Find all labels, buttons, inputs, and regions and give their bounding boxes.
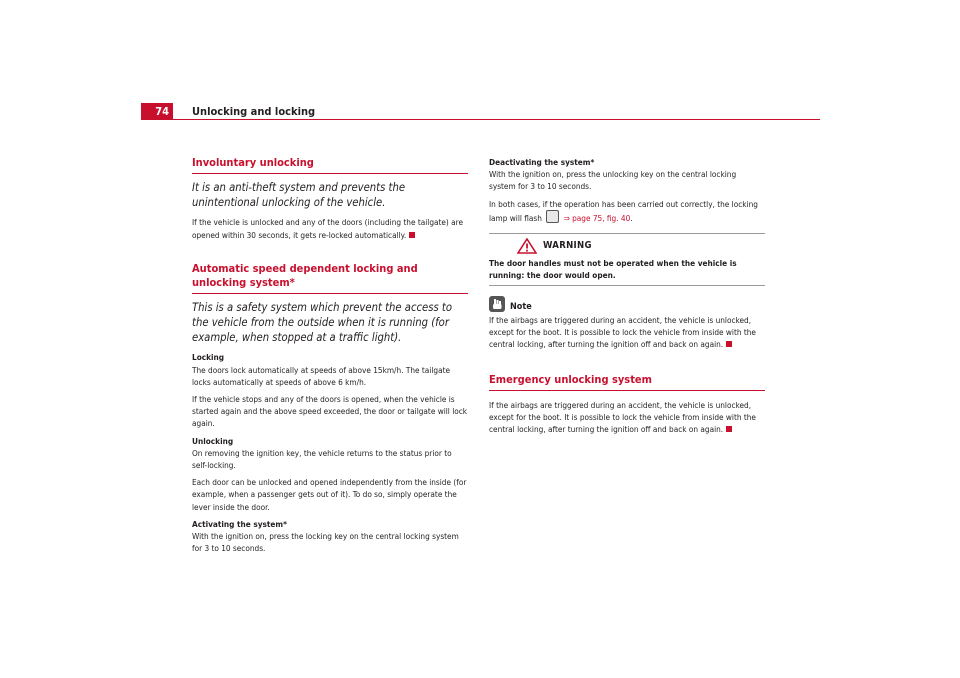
note-title: Note bbox=[510, 302, 532, 313]
paragraph bbox=[489, 198, 765, 224]
paragraph: The doors lock automatically at speeds of above 15km/h. The tailgate locks automatically at speeds of above 6 km/h. bbox=[192, 364, 451, 387]
warning-triangle-icon bbox=[517, 238, 537, 254]
section-intro: It is an anti-theft system and prevents the unintentional unlocking of the vehicle. bbox=[192, 181, 406, 210]
paragraph-text: In both cases, if the operation has been carried out correctly, the locking lamp will flash bbox=[489, 198, 758, 223]
paragraph: With the ignition on, press the unlocking key on the central locking system for 3 to 10 seconds. bbox=[489, 169, 737, 192]
left-column bbox=[192, 156, 468, 559]
warning-header bbox=[489, 237, 761, 255]
warning-box bbox=[489, 233, 765, 286]
locking-lamp-icon bbox=[546, 210, 559, 223]
warning-text: The door handles must not be operated when the vehicle is running: the door would open. bbox=[489, 258, 737, 280]
note-header bbox=[489, 296, 765, 312]
paragraph: Each door can be unlocked and opened independently from the inside (for example, when a passenger gets out of it). To do so, simply operate the lever inside the door. bbox=[192, 477, 467, 512]
subheading-unlocking: Unlocking bbox=[192, 435, 234, 446]
page-reference-link[interactable]: ⇒ page 75, fig. 40 bbox=[563, 212, 631, 223]
end-of-section-icon bbox=[409, 232, 415, 238]
subheading-activating: Activating the system* bbox=[192, 518, 287, 529]
paragraph-text: If the vehicle is unlocked and any of the doors (including the tailgate) are opened within 30 seconds, it gets re-locked automatically. bbox=[192, 217, 464, 240]
section-title-involuntary-unlocking: Involuntary unlocking bbox=[192, 156, 468, 174]
section-intro: This is a safety system which prevent the access to the vehicle from the outside when it is running (for example, when stopped at a traffic light). bbox=[192, 300, 453, 345]
paragraph bbox=[192, 216, 468, 240]
paragraph-text: . bbox=[630, 212, 633, 223]
header-rule bbox=[141, 119, 820, 120]
paragraph-text: If the airbags are triggered during an accident, the vehicle is unlocked, except for the boot. It is possible to lock the vehicle from inside with the central locking, after turning the ignition off and back on again. bbox=[489, 399, 756, 435]
end-of-section-icon bbox=[726, 426, 732, 432]
paragraph bbox=[489, 314, 765, 351]
paragraph: If the vehicle stops and any of the doors is opened, when the vehicle is started again and the above speed exceeded, the door or tailgate will lock again. bbox=[192, 394, 468, 429]
paragraph bbox=[489, 399, 765, 436]
paragraph: On removing the ignition key, the vehicle returns to the status prior to self-locking. bbox=[192, 447, 452, 471]
right-column bbox=[489, 156, 765, 440]
subheading-deactivating: Deactivating the system* bbox=[489, 157, 595, 167]
paragraph: With the ignition on, press the locking key on the central locking system for 3 to 10 seconds. bbox=[192, 531, 459, 554]
warning-title: WARNING bbox=[543, 239, 592, 251]
section-title-automatic-locking: Automatic speed dependent locking and unlocking system* bbox=[192, 262, 468, 294]
subheading-locking: Locking bbox=[192, 352, 225, 363]
end-of-section-icon bbox=[726, 341, 732, 347]
header-title: Unlocking and locking bbox=[192, 105, 316, 118]
note-hand-icon bbox=[489, 296, 505, 312]
section-title-emergency-unlocking: Emergency unlocking system bbox=[489, 373, 765, 391]
note-text: If the airbags are triggered during an accident, the vehicle is unlocked, except for the boot. It is possible to lock the vehicle from inside with the central locking, after turning the ignition off and back on again. bbox=[489, 315, 756, 350]
page-number: 74 bbox=[155, 105, 169, 118]
